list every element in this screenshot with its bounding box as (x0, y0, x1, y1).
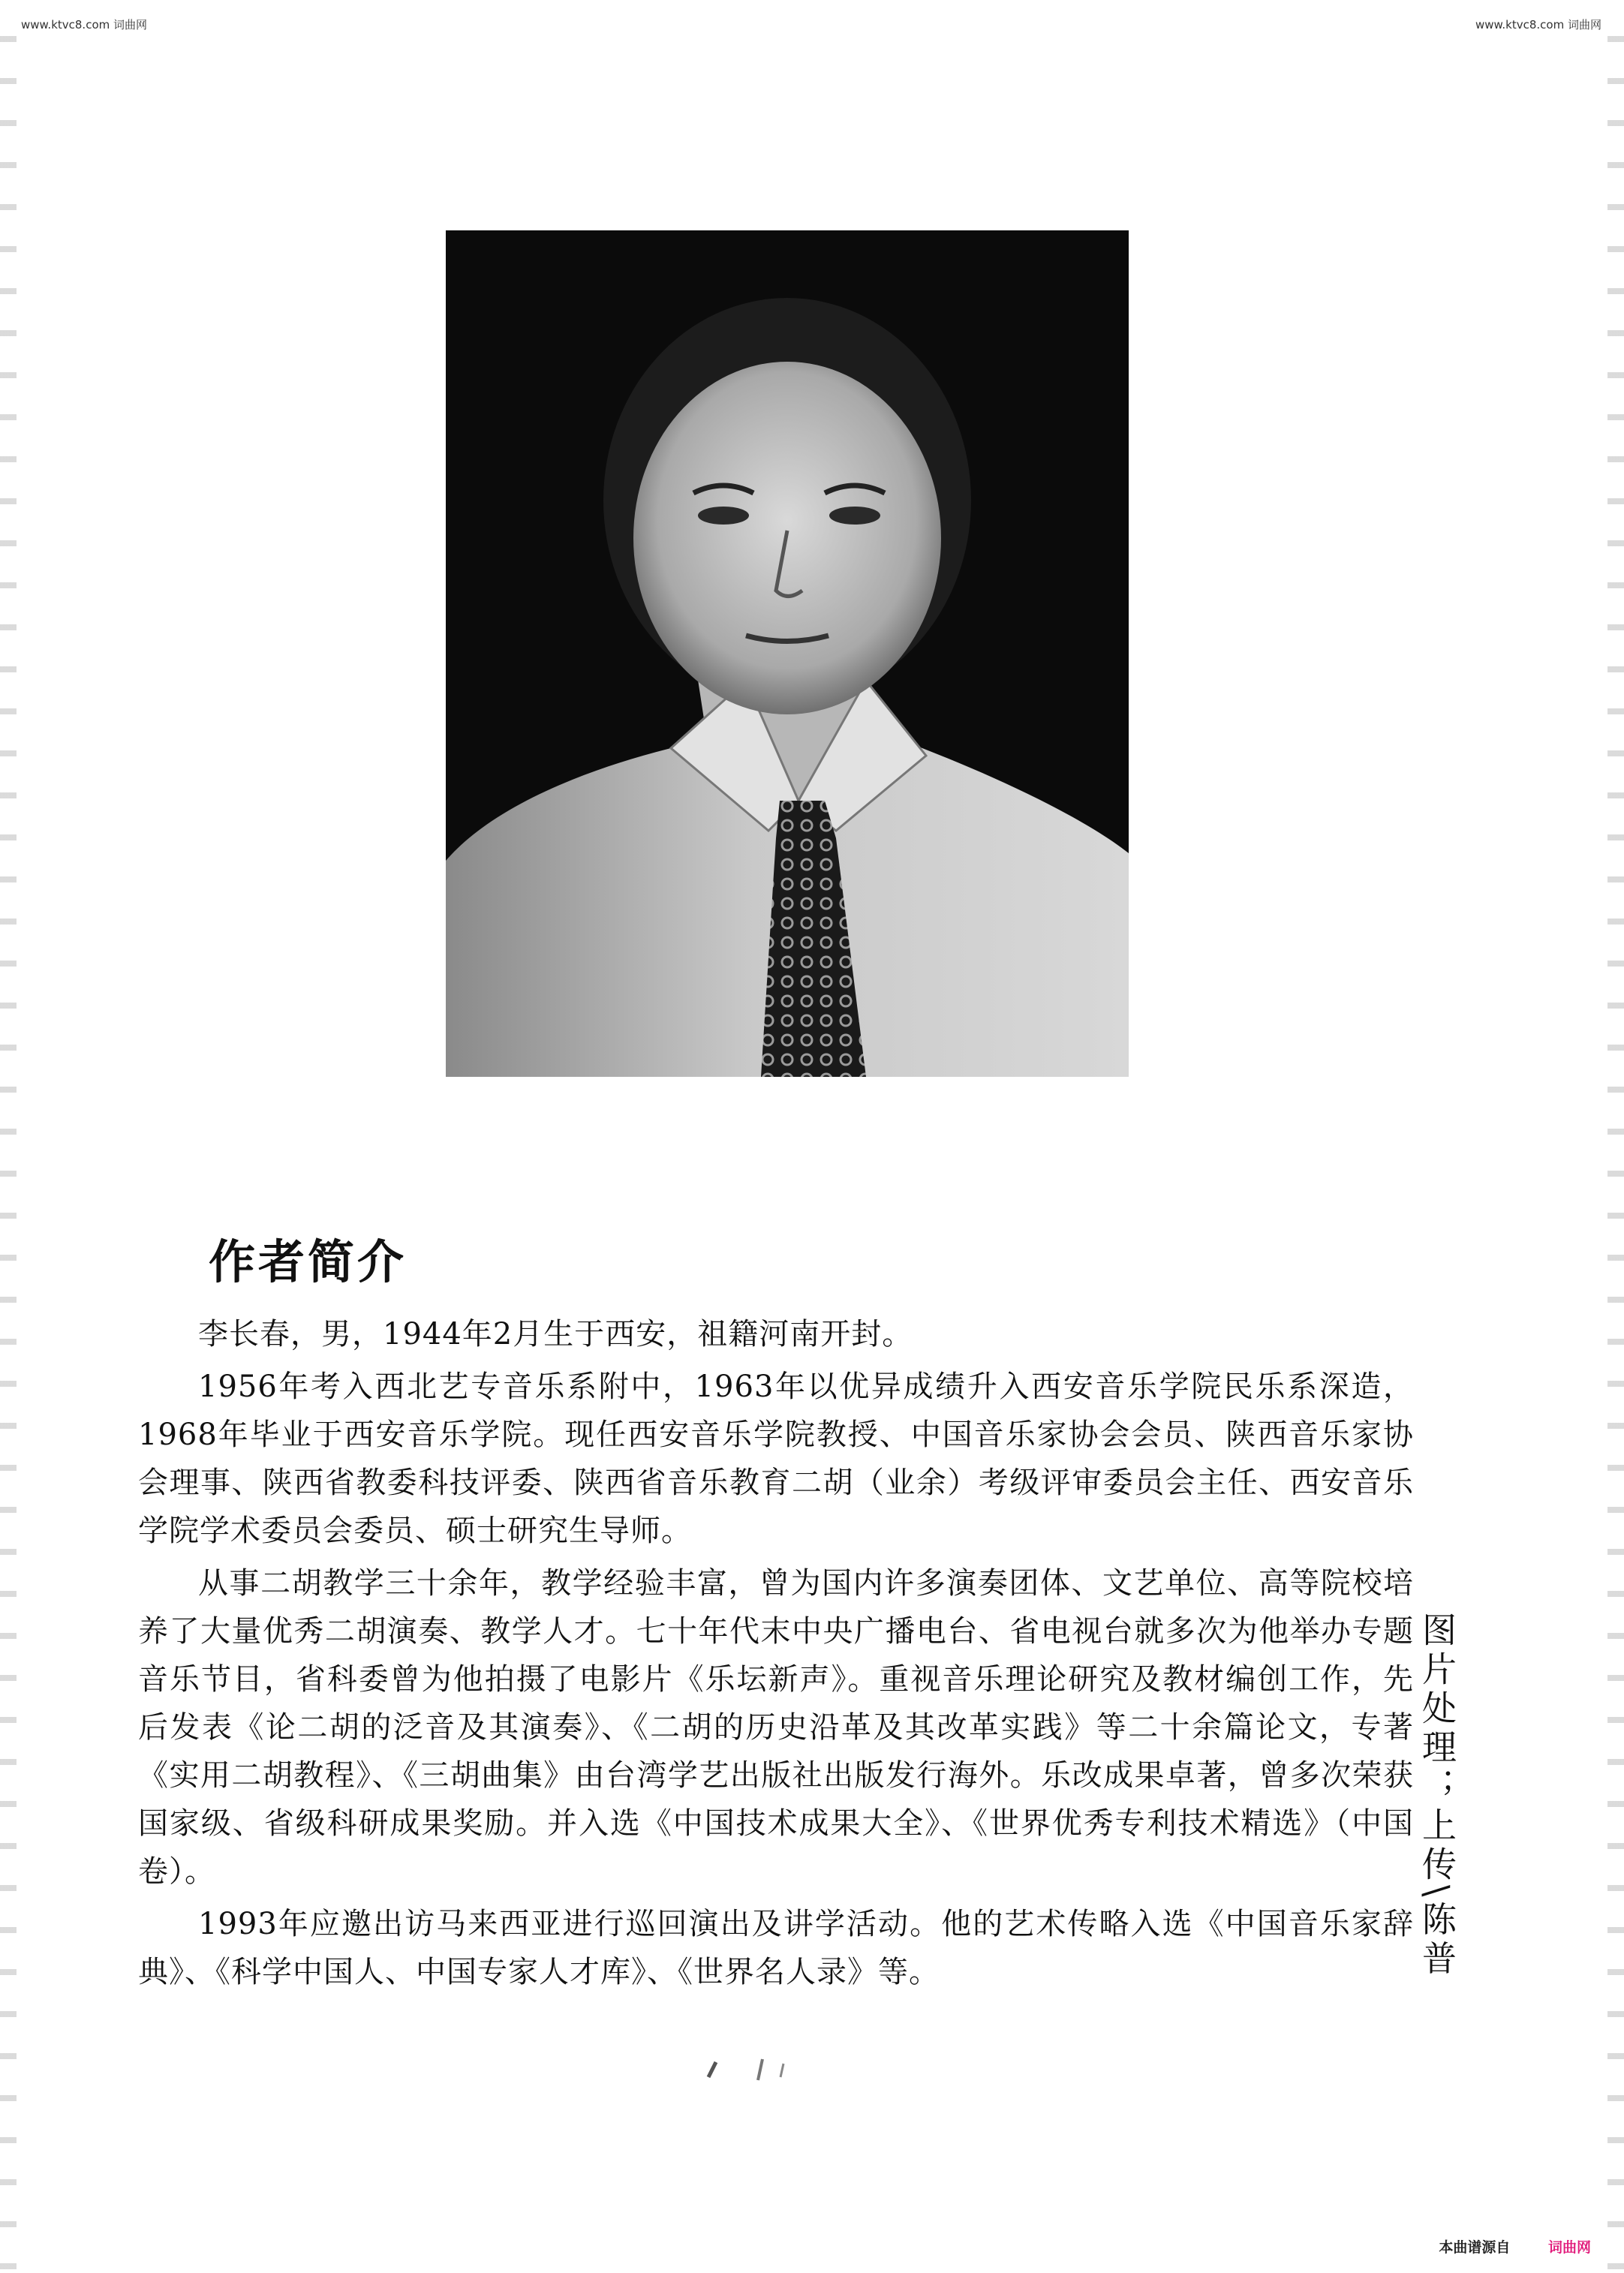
footer-site-link[interactable]: 词曲网 (1547, 2239, 1591, 2256)
watermark-right: www.ktvc8.com 词曲网 (1475, 18, 1601, 32)
author-portrait (446, 230, 1129, 1077)
footer-source: 本曲谱源自 (1439, 2239, 1511, 2256)
scan-mark (705, 2055, 795, 2085)
bio-paragraph: 1993年应邀出访马来西亚进行巡回演出及讲学活动。他的艺术传略入选《中国音乐家辞典》、《科学中国人、中国专家人才库》、《世界名人录》等。 (138, 1907, 1414, 1989)
left-edge-strip (0, 0, 17, 2273)
bio-paragraph: 从事二胡教学三十余年，教学经验丰富，曾为国内许多演奏团体、文艺单位、高等院校培养了大量优秀二胡演奏、教学人才。七十年代末中央广播电台、省电视台就多次为他举办专题音乐节目，省科委曾为他拍摄了电影片《乐坛新声》。重视音乐理论研究及教材编创工作，先后发表《论二胡的泛音及其演奏》、《二胡的历史沿革及其改革实践》等二十余篇论文，专著《实用二胡教程》、《三胡曲集》由台湾学艺出版社出版发行海外。乐改成果卓著，曾多次荣获国家级、省级科研成果奖励。并入选《中国技术成果大全》、《世界优秀专利技术精选》（中国卷）。 (138, 1566, 1414, 1889)
author-biography (138, 1310, 1414, 2001)
page-footer (1439, 2236, 1591, 2256)
watermark-left: www.ktvc8.com 词曲网 (21, 18, 148, 32)
bio-paragraph: 李长春，男，1944年2月生于西安，祖籍河南开封。 (198, 1317, 913, 1351)
section-title: 作者简介 (209, 1234, 408, 1289)
right-edge-strip (1607, 0, 1624, 2273)
bio-paragraph: 1956年考入西北艺专音乐系附中，1963年以优异成绩升入西安音乐学院民乐系深造，1968年毕业于西安音乐学院。现任西安音乐学院教授、中国音乐家协会会员、陕西音乐家协会理事、陕西省教委科技评委、陕西省音乐教育二胡（业余）考级评审委员会主任、西安音乐学院学术委员会委员、硕士研究生导师。 (138, 1370, 1414, 1548)
image-credit: 图片处理；上传\陈普 (1417, 1612, 1457, 1980)
